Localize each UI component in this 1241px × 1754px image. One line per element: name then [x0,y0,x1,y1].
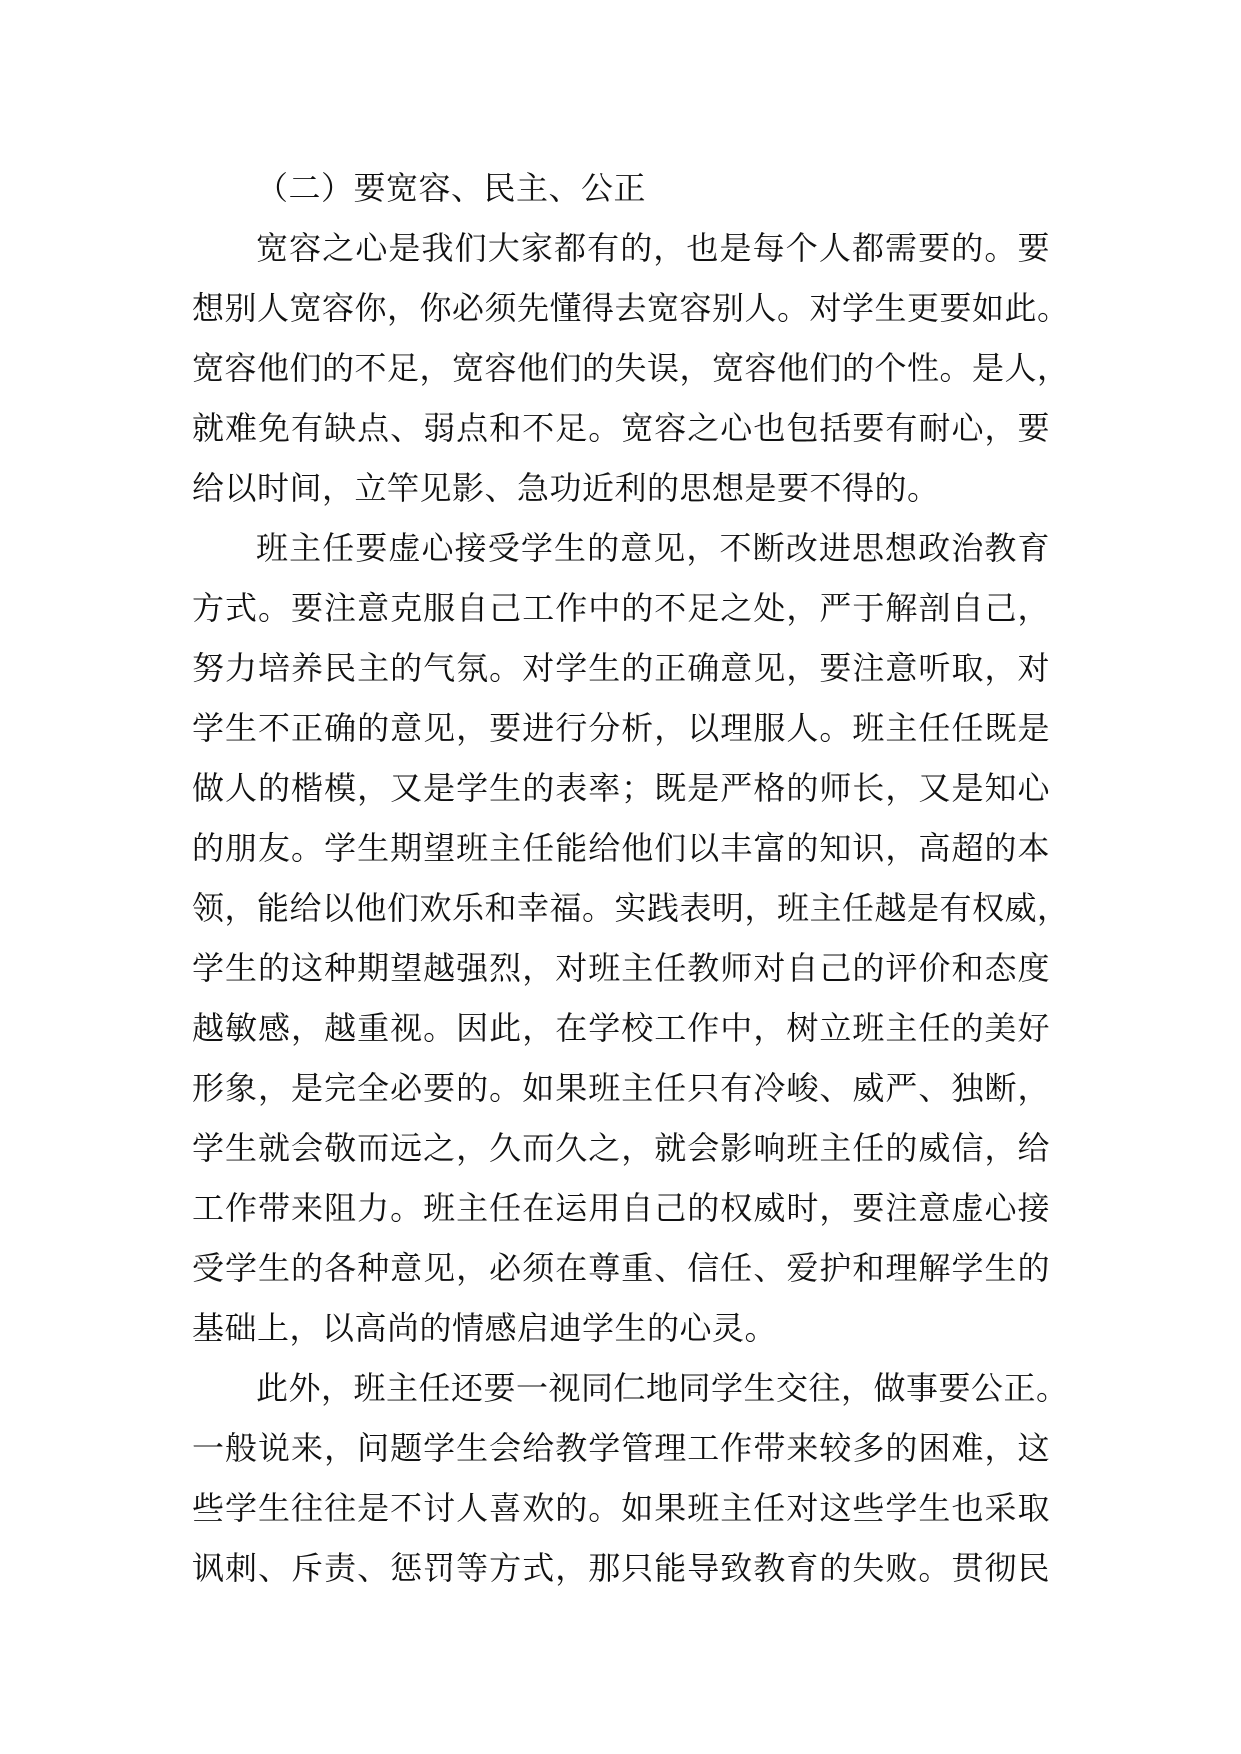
paragraph-line: 受学生的各种意见，必须在尊重、信任、爱护和理解学生的 [192,1249,1050,1287]
paragraph-2 [192,518,1070,1358]
paragraph-line: 想别人宽容你，你必须先懂得去宽容别人。对学生更要如此。 [192,289,1070,327]
document-body [192,158,1070,1598]
paragraph-1 [192,218,1070,518]
paragraph-line: 方式。要注意克服自己工作中的不足之处，严于解剖自己， [192,589,1050,627]
paragraph-line: 基础上，以高尚的情感启迪学生的心灵。 [192,1309,778,1347]
paragraph-line: 些学生往往是不讨人喜欢的。如果班主任对这些学生也采取 [192,1489,1050,1527]
paragraph-line: 宽容之心是我们大家都有的，也是每个人都需要的。要 [256,229,1050,267]
section-heading: （二）要宽容、民主、公正 [256,169,647,207]
paragraph-line: 学生的这种期望越强烈，对班主任教师对自己的评价和态度 [192,949,1050,987]
paragraph-line: 做人的楷模，又是学生的表率；既是严格的师长，又是知心 [192,769,1050,807]
paragraph-line: 努力培养民主的气氛。对学生的正确意见，要注意听取，对 [192,649,1050,687]
paragraph-line: 工作带来阻力。班主任在运用自己的权威时，要注意虚心接 [192,1189,1050,1227]
paragraph-line: 的朋友。学生期望班主任能给他们以丰富的知识，高超的本 [192,829,1050,867]
paragraph-3 [192,1358,1069,1598]
paragraph-line: 就难免有缺点、弱点和不足。宽容之心也包括要有耐心，要 [192,409,1050,447]
paragraph-line: 形象，是完全必要的。如果班主任只有冷峻、威严、独断， [192,1069,1050,1107]
paragraph-line: 此外，班主任还要一视同仁地同学生交往，做事要公正。 [256,1369,1069,1407]
paragraph-line: 班主任要虚心接受学生的意见，不断改进思想政治教育 [256,529,1050,567]
paragraph-line: 讽刺、斥责、惩罚等方式，那只能导致教育的失败。贯彻民 [192,1549,1050,1587]
paragraph-line: 越敏感，越重视。因此，在学校工作中，树立班主任的美好 [192,1009,1050,1047]
paragraph-line: 领，能给以他们欢乐和幸福。实践表明，班主任越是有权威， [192,889,1070,927]
paragraph-line: 给以时间，立竿见影、急功近利的思想是要不得的。 [192,469,940,507]
paragraph-line: 一般说来，问题学生会给教学管理工作带来较多的困难，这 [192,1429,1050,1467]
paragraph-line: 宽容他们的不足，宽容他们的失误，宽容他们的个性。是人， [192,349,1070,387]
paragraph-line: 学生就会敬而远之，久而久之，就会影响班主任的威信，给 [192,1129,1050,1167]
paragraph-line: 学生不正确的意见，要进行分析，以理服人。班主任任既是 [192,709,1050,747]
